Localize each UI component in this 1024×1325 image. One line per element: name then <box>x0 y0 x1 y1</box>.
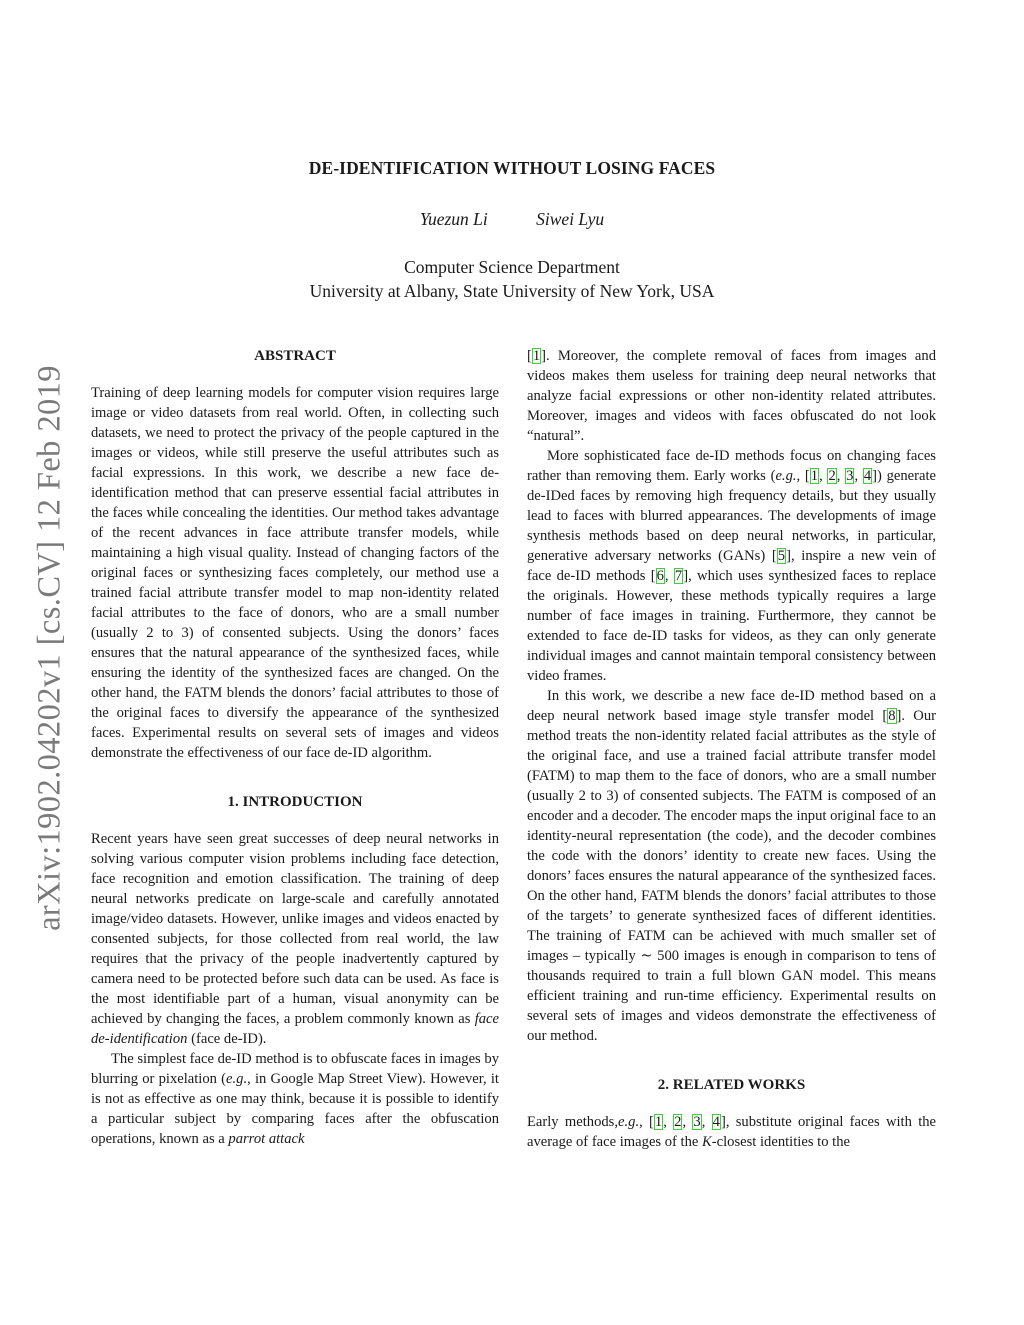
citation-link[interactable]: 3 <box>693 1114 701 1130</box>
left-column <box>91 346 499 1149</box>
citation-link[interactable]: 8 <box>888 708 896 724</box>
author-list <box>0 209 1024 230</box>
citation-link[interactable]: 1 <box>810 468 819 484</box>
intro-paragraph-2-cont: [1]. Moreover, the complete removal of faces from images and videos makes them useless for training deep neural networks that analyze facial expressions or other non-identity related attributes. Moreover, images and videos with faces obfuscated do not look “natural”. <box>527 348 936 444</box>
intro-paragraph-2: The simplest face de-ID method is to obfuscate faces in images by blurring or pixelation (e.g., in Google Map Street View). However, it is not as effective as one may think, because it is possible to identify a particular subject by comparing faces after the obfuscation operations, known as a parrot attack <box>91 1051 499 1147</box>
introduction-heading: 1. INTRODUCTION <box>227 794 363 810</box>
author-name: Yuezun Li <box>419 209 488 229</box>
parrot-text: parrot attack <box>228 1131 305 1147</box>
abstract-text: Training of deep learning models for computer vision requires large image or video datasets from real world. Often, in collecting such datasets, we need to protect the privacy of the people captured in the images or videos, while still preserve the useful attributes such as facial expressions. In this work, we describe a new face de-identification method that can preserve essential facial attributes in the faces while concealing the identities. Our method takes advantage of the recent advances in face attribute transfer models, while maintaining a high visual quality. Instead of changing factors of the original faces or synthesizing faces completely, our method use a trained facial attribute transfer model to map non-identity related facial attributes to the face of donors, who are a small number (usually 2 to 3) of consented subjects. Using the donors’ faces ensures that the natural appearance of the synthesized faces, while ensuring the identity of the synthesized faces are changed. On the other hand, the FATM blends the donors’ facial attributes to those of the original faces to diversify the appearance of the synthesized faces. Experimental results on several sets of images and videos demonstrate the effectiveness of our face de-ID algorithm. <box>91 385 499 761</box>
citation-link[interactable]: 7 <box>674 568 683 584</box>
intro-paragraph-3: More sophisticated face de-ID methods focus on changing faces rather than removing them. Early works (e.g., [1, 2, 3, 4]) generate de-IDed faces by removing high frequency details, but they usually lead to faces with blurred appearances. The developments of image synthesis methods based on deep neural networks, in particular, generative adversary networks (GANs) [5], inspire a new vein of face de-ID methods [6, 7], which uses synthesized faces to replace the originals. However, these methods typically requires a large number of face images in training. Furthermore, they cannot be extended to face de-ID tasks for videos, as they can only generate individual images and cannot maintain temporal consistency between video frames. <box>527 448 937 684</box>
related-works-heading: 2. RELATED WORKS <box>657 1077 806 1093</box>
affiliation-department: Computer Science Department <box>404 257 620 277</box>
citation-link[interactable]: 3 <box>846 468 854 484</box>
citation-link[interactable]: 1 <box>532 348 541 364</box>
intro-paragraph-1: Recent years have seen great successes of deep neural networks in solving various computer vision problems including face detection, face recognition and emotion classification. The training of deep neural networks predicate on large-scale and carefully annotated image/video datasets. However, unlike images and videos enacted by consented subjects, for those collected from real world, the law requires that the privacy of the people inadvertently captured by camera need to be protected before such data can be used. As face is the most identifiable part of a human, visual anonymity can be achieved by changing the faces, a problem commonly known as face de-identification (face de-ID). <box>91 831 499 1047</box>
citation-link[interactable]: 2 <box>828 468 836 484</box>
author-name: Siwei Lyu <box>536 209 605 229</box>
abstract-heading: ABSTRACT <box>254 348 336 364</box>
citation-link[interactable]: 1 <box>654 1114 663 1130</box>
citation-link[interactable]: 5 <box>777 548 786 564</box>
related-paragraph-1: Early methods,e.g., [1, 2, 3, 4], substitute original faces with the average of face images of the K-closest identities to the <box>527 1114 937 1150</box>
affiliation-university: University at Albany, State University of New York, USA <box>309 281 715 301</box>
citation-link[interactable]: 4 <box>863 468 872 484</box>
affiliation <box>0 255 1024 303</box>
citation-link[interactable]: 2 <box>674 1114 682 1130</box>
citation-link[interactable]: 6 <box>656 568 664 584</box>
paper-title: DE-IDENTIFICATION WITHOUT LOSING FACES <box>308 158 716 178</box>
right-column <box>527 346 936 1152</box>
intro-paragraph-4: In this work, we describe a new face de-ID method based on a deep neural network based image style transfer model [8]. Our method treats the non-identity related facial attributes as the style of the original face, and use a trained facial attribute transfer model (FATM) to map them to the face of donors, who are a small number (usually 2 to 3) of consented subjects. The FATM is composed of an encoder and a decoder. The encoder maps the input original face to an identity-neural representation (the code), and the decoder combines the code with the donors’ identity to create new faces. Using the donors’ faces ensures the natural appearance of the synthesized faces. On the other hand, FATM blends the donors’ facial attributes to those of the targets’ to generate synthesized faces of different identities. The training of FATM can be achieved with much smaller set of images – typically ∼ 500 images is enough in comparison to tens of thousands required to train a full blown GAN model. This means efficient training and run-time efficiency. Experimental results on several sets of images and videos demonstrate the effectiveness of our method. <box>527 688 936 1044</box>
citation-link[interactable]: 4 <box>712 1114 720 1130</box>
arxiv-stamp: arXiv:1902.04202v1 [cs.CV] 12 Feb 2019 <box>31 365 68 931</box>
